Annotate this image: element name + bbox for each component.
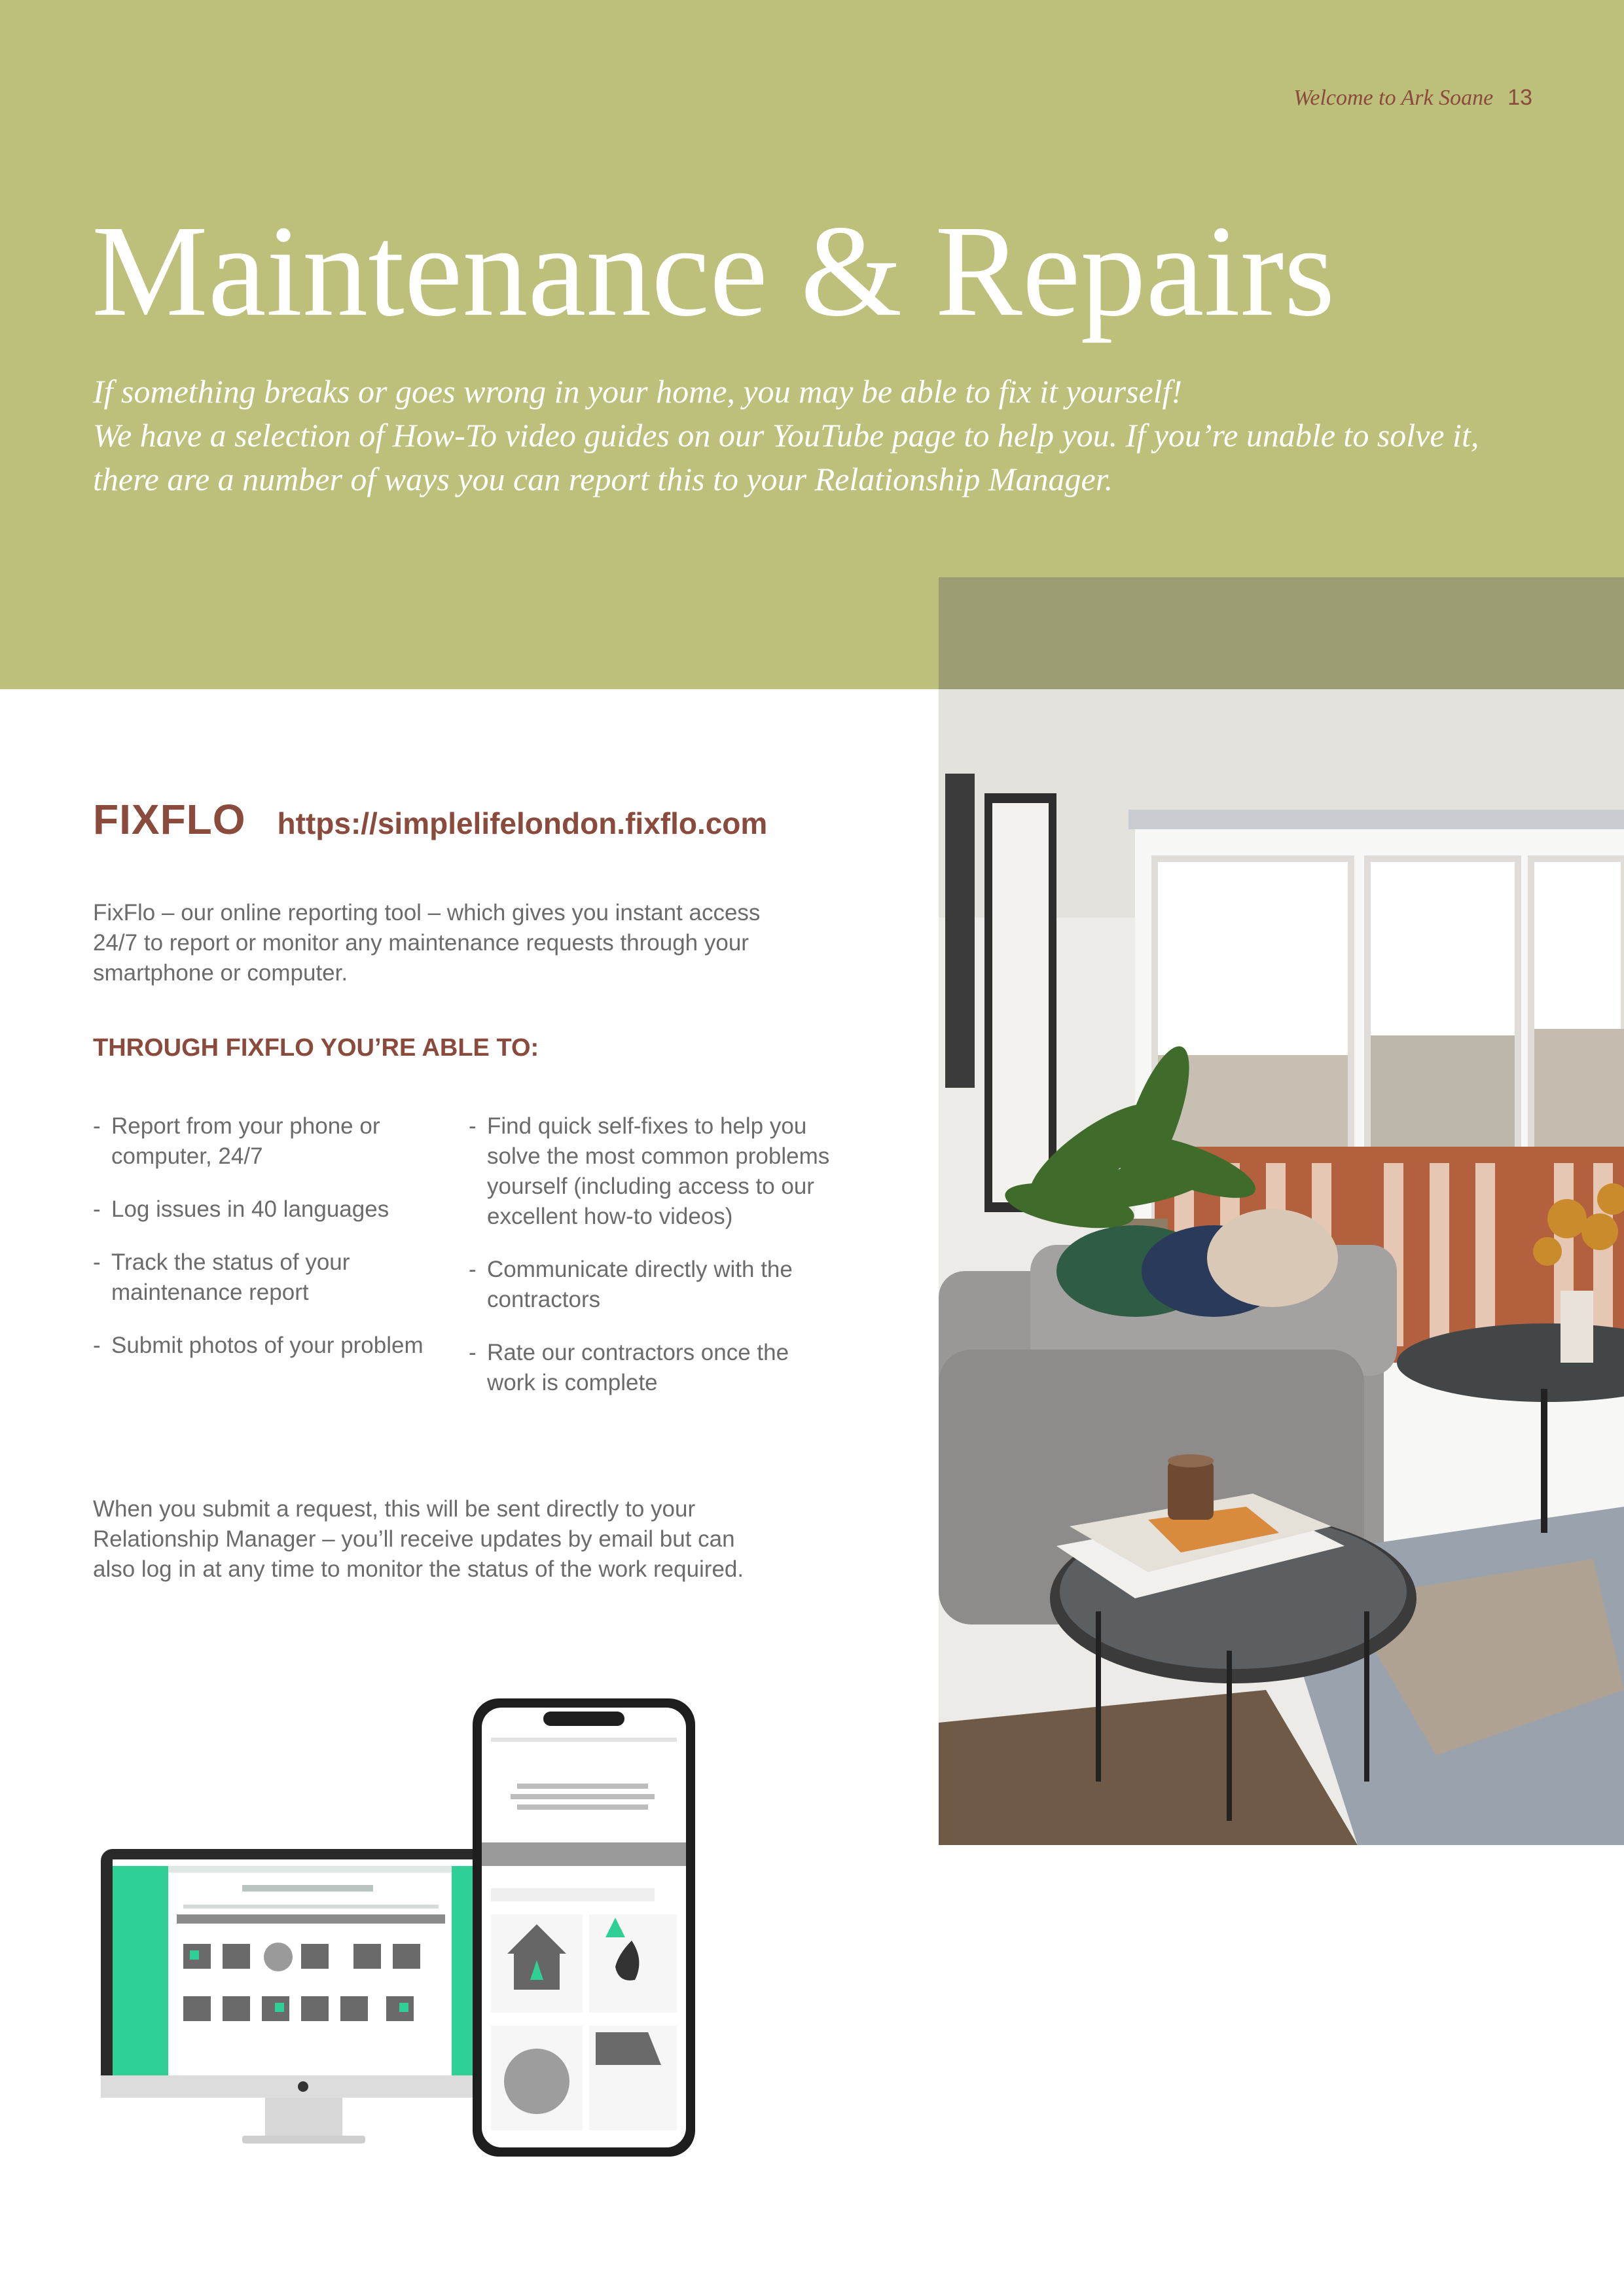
intro-line: If something breaks or goes wrong in your home, you may be able to fix it yourself!: [93, 373, 1183, 410]
able-to-heading: THROUGH FIXFLO YOU’RE ABLE TO:: [93, 1034, 539, 1062]
feature-item: - Report from your phone or computer, 24/7: [93, 1111, 446, 1172]
closing-line: also log in at any time to monitor the status of the work required.: [93, 1556, 744, 1582]
closing-line: When you submit a request, this will be sent directly to your: [93, 1496, 696, 1522]
smartphone-illustration: [473, 1698, 695, 2157]
intro-line: We have a selection of How-To video guides on our YouTube page to help you. If you’re unable to solve it,: [93, 417, 1479, 454]
desktop-monitor-illustration: [101, 1849, 520, 2144]
page-number: 13: [1507, 85, 1532, 110]
closing-line: Relationship Manager – you’ll receive updates by email but can: [93, 1526, 735, 1552]
feature-item: - Log issues in 40 languages: [93, 1194, 446, 1225]
device-mockups: [98, 1698, 700, 2157]
fixflo-intro-paragraph: [93, 898, 826, 988]
living-room-photo: [939, 577, 1624, 1845]
feature-item: - Communicate directly with the contractors: [469, 1255, 835, 1315]
intro-paragraph-line: FixFlo – our online reporting tool – which gives you instant access: [93, 900, 761, 925]
page-title: Maintenance & Repairs: [92, 199, 1335, 344]
feature-item: - Submit photos of your problem: [93, 1331, 446, 1361]
running-head: [1293, 85, 1532, 111]
fixflo-brand: FIXFLO: [93, 796, 246, 843]
intro-text: [93, 370, 1533, 501]
feature-item: - Rate our contractors once the work is complete: [469, 1338, 835, 1398]
running-title: Welcome to Ark Soane: [1293, 86, 1494, 110]
feature-item: - Track the status of your maintenance report: [93, 1247, 446, 1308]
intro-paragraph-line: smartphone or computer.: [93, 960, 348, 986]
fixflo-heading: [93, 795, 767, 844]
features-list-right: [469, 1111, 835, 1421]
feature-item: - Find quick self-fixes to help you solve the most common problems yourself (including access to our excellent how-to videos): [469, 1111, 835, 1232]
fixflo-url-link[interactable]: https://simplelifelondon.fixflo.com: [277, 806, 768, 840]
intro-line: there are a number of ways you can report this to your Relationship Manager.: [93, 461, 1113, 497]
features-list-left: [93, 1111, 446, 1384]
intro-paragraph-line: 24/7 to report or monitor any maintenance requests through your: [93, 930, 749, 956]
closing-paragraph: [93, 1494, 826, 1585]
